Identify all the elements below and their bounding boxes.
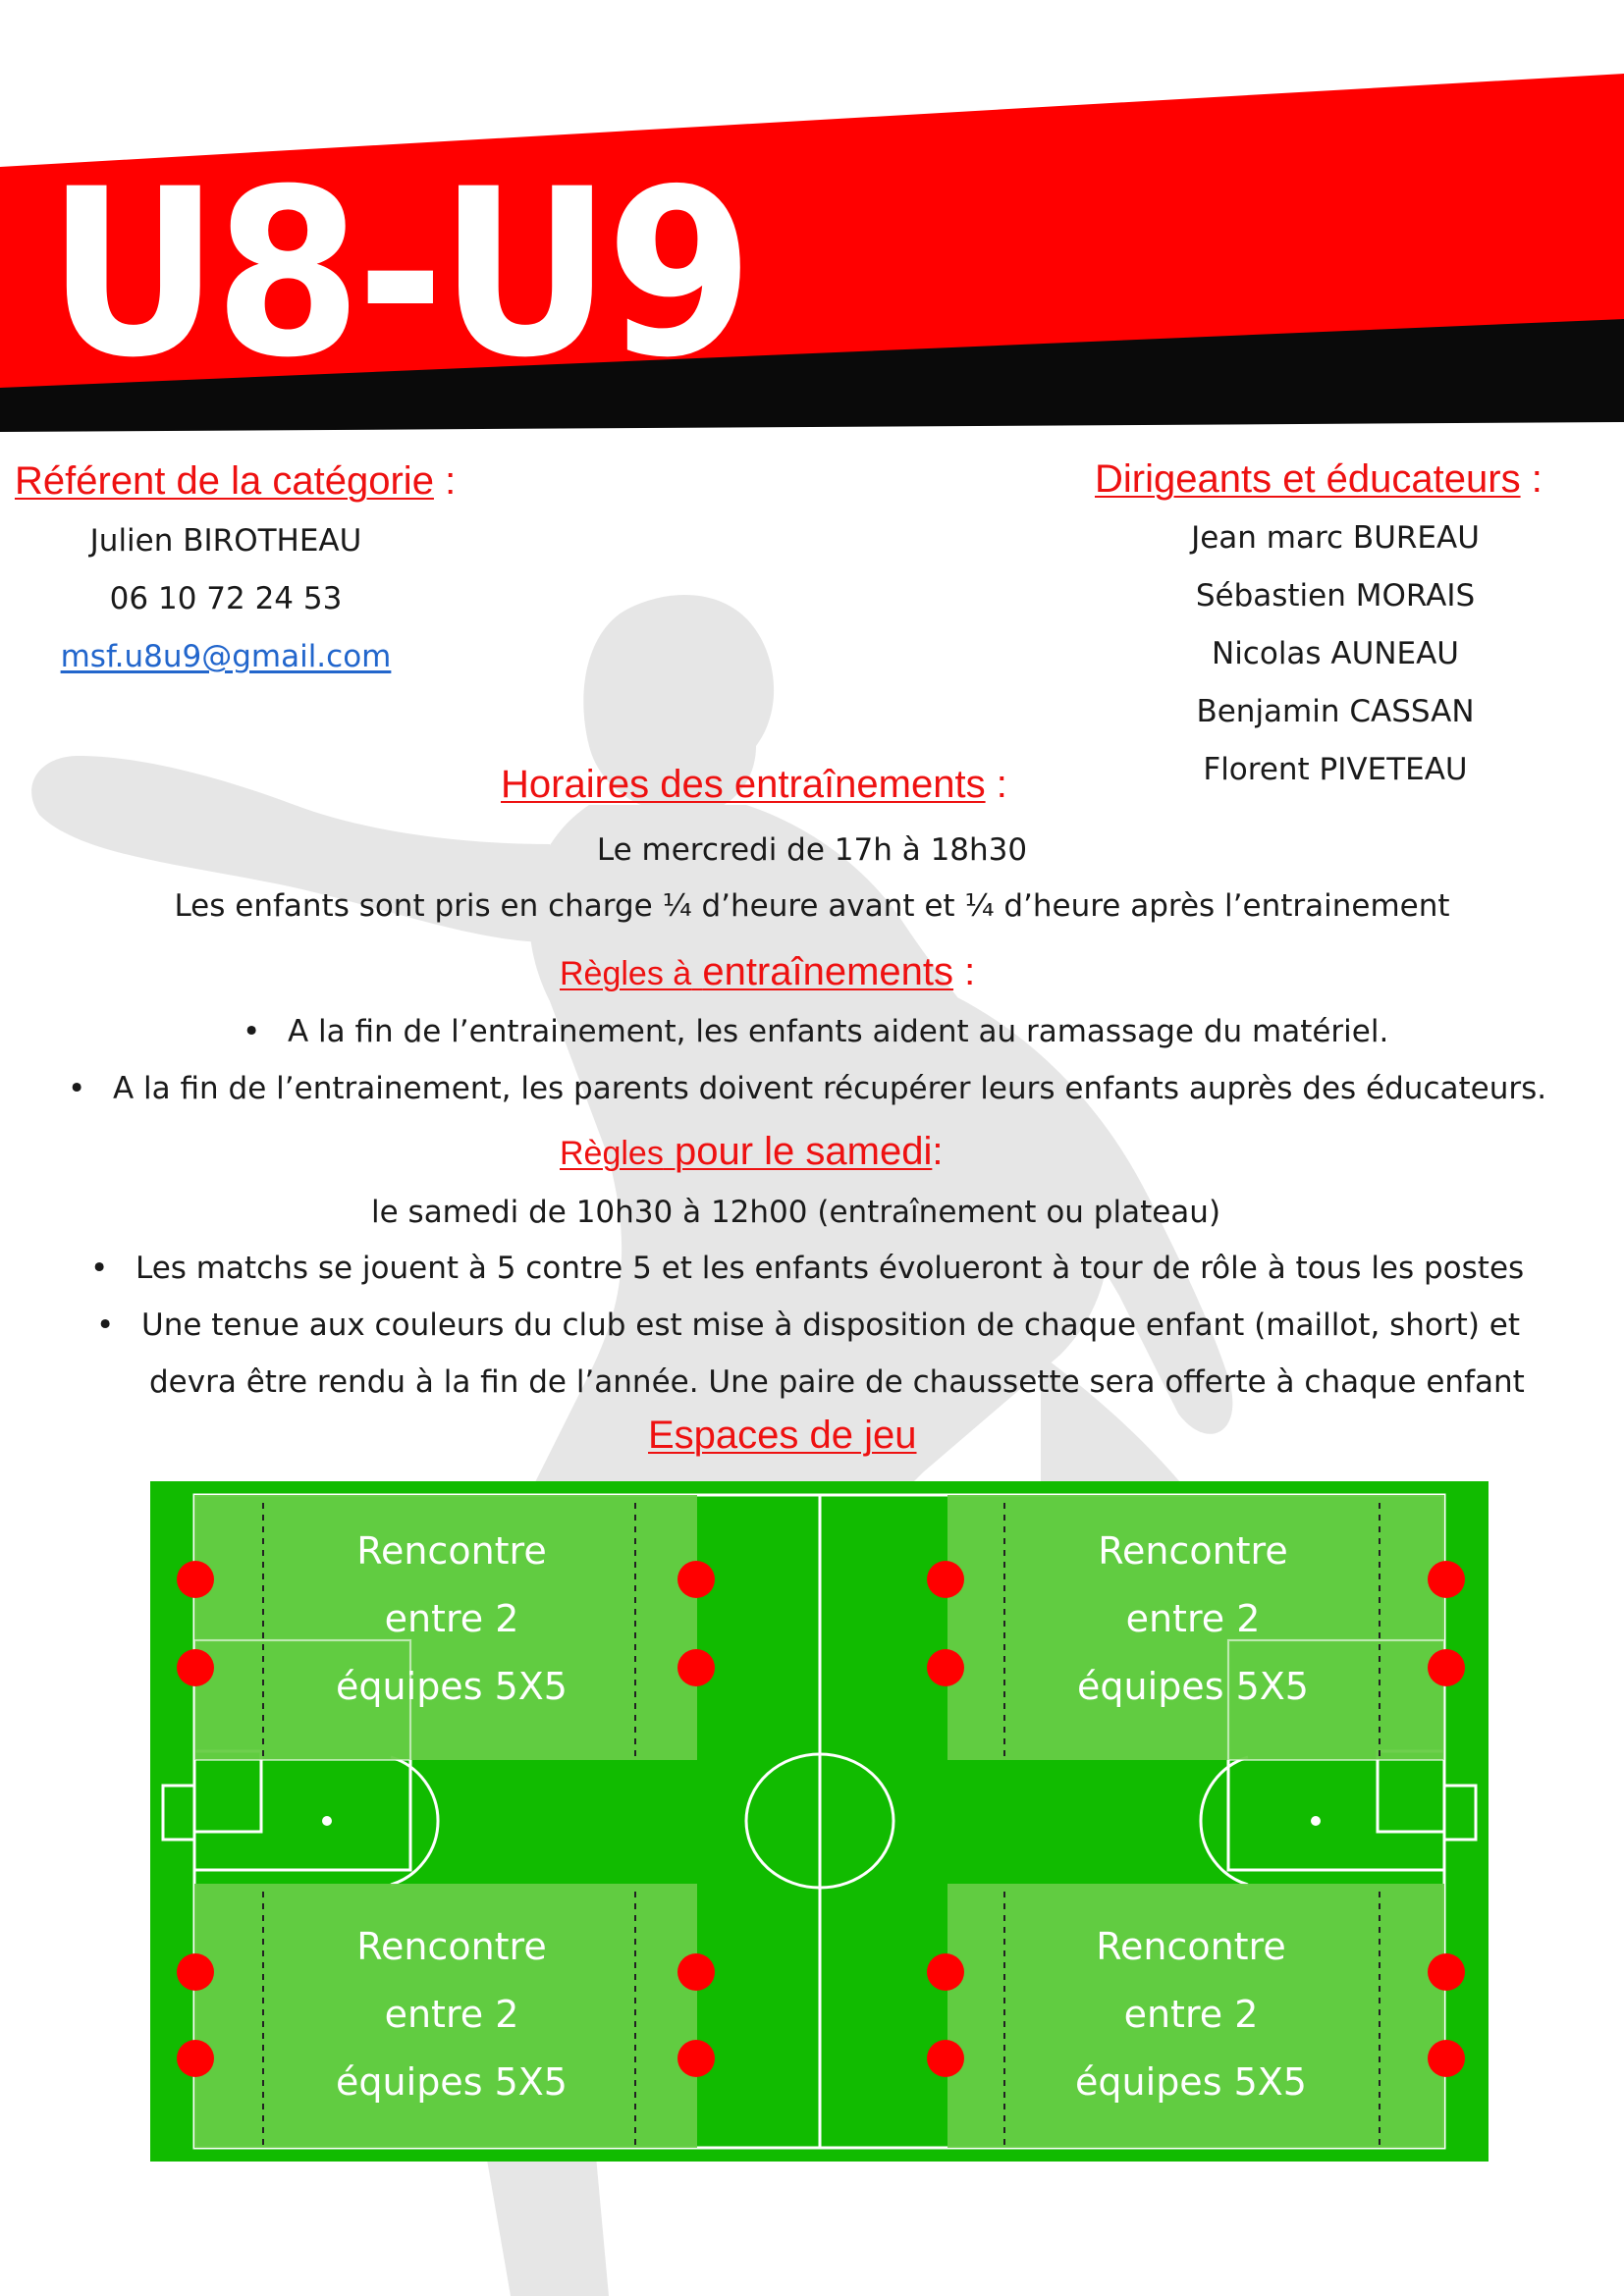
dirigeant-name: Jean marc BUREAU xyxy=(1191,520,1480,556)
cone-marker xyxy=(927,1953,964,1991)
zone-label-line: Rencontre xyxy=(1098,1529,1288,1573)
horaires-heading-text: Horaires des entraînements xyxy=(501,763,986,806)
dirigeant-name: Sébastien MORAIS xyxy=(1195,578,1476,614)
zone-label-bottom-left xyxy=(245,1913,658,2116)
dirigeants-heading xyxy=(1095,454,1543,504)
zone-label-line: équipes 5X5 xyxy=(336,1665,568,1708)
zone-label-top-left xyxy=(245,1518,658,1721)
zone-label-line: Rencontre xyxy=(356,1529,547,1573)
dirigeants-heading-text: Dirigeants et éducateurs xyxy=(1095,457,1521,501)
zone-label-line: équipes 5X5 xyxy=(336,2060,568,2104)
dirigeant-name: Benjamin CASSAN xyxy=(1196,694,1475,729)
list-item: • Une tenue aux couleurs du club est mise à disposition de chaque enfant (maillot, short) et xyxy=(141,1306,1520,1345)
referent-heading-text: Référent de la catégorie xyxy=(15,459,434,503)
horaires-line: Le mercredi de 17h à 18h30 xyxy=(596,832,1028,868)
cone-marker xyxy=(927,1649,964,1686)
zone-label-top-right xyxy=(987,1518,1399,1721)
cone-marker xyxy=(677,1649,715,1686)
cone-marker xyxy=(677,2040,715,2077)
zone-label-line: Rencontre xyxy=(356,1925,547,1968)
cone-marker xyxy=(1428,1953,1465,1991)
horaires-line: Les enfants sont pris en charge ¼ d’heure avant et ¼ d’heure après l’entrainement xyxy=(174,888,1450,924)
regles-samedi-colon: : xyxy=(932,1130,944,1173)
list-item: • Les matchs se jouent à 5 contre 5 et les enfants évolueront à tour de rôle à tous les postes xyxy=(135,1249,1524,1288)
regles-entrainements-colon: : xyxy=(964,950,976,993)
referent-colon: : xyxy=(445,459,457,503)
zone-label-line: entre 2 xyxy=(384,1597,519,1640)
cone-marker xyxy=(177,1953,214,1991)
list-item: • A la fin de l’entrainement, les enfants aident au ramassage du matériel. xyxy=(288,1012,1388,1051)
regles-samedi-heading xyxy=(560,1127,943,1178)
cone-marker xyxy=(177,1561,214,1598)
zone-label-line: Rencontre xyxy=(1096,1925,1286,1968)
espaces-heading xyxy=(648,1411,917,1460)
referent-phone: 06 10 72 24 53 xyxy=(109,581,343,616)
pitch-penalty-spot-right xyxy=(1311,1816,1321,1826)
zone-label-line: équipes 5X5 xyxy=(1075,2060,1307,2104)
horaires-heading xyxy=(501,760,1007,809)
cone-marker xyxy=(677,1953,715,1991)
zone-label-line: entre 2 xyxy=(384,1993,519,2036)
cone-marker xyxy=(677,1561,715,1598)
zone-label-bottom-right xyxy=(985,1913,1397,2116)
regles-entrainements-heading-part1: Règles à xyxy=(560,955,692,992)
cone-marker xyxy=(177,2040,214,2077)
regles-entrainements-heading-part2: entraînements xyxy=(702,950,954,993)
dirigeant-name: Florent PIVETEAU xyxy=(1203,752,1468,787)
cone-marker xyxy=(927,2040,964,2077)
regles-samedi-line: le samedi de 10h30 à 12h00 (entraînement ou plateau) xyxy=(371,1195,1221,1230)
cone-marker xyxy=(927,1561,964,1598)
regles-entrainements-heading xyxy=(560,947,975,998)
list-item: • A la fin de l’entrainement, les parents doivent récupérer leurs enfants auprès des éducateurs. xyxy=(113,1069,1546,1108)
zone-label-line: entre 2 xyxy=(1125,1597,1261,1640)
cone-marker xyxy=(177,1649,214,1686)
regles-samedi-heading-part2: pour le samedi xyxy=(674,1130,933,1173)
cone-marker xyxy=(1428,1649,1465,1686)
category-title: U8-U9 xyxy=(47,140,749,408)
zone-label-line: équipes 5X5 xyxy=(1077,1665,1309,1708)
pitch-penalty-spot-left xyxy=(322,1816,332,1826)
dirigeant-name: Nicolas AUNEAU xyxy=(1212,636,1459,671)
regles-samedi-heading-part1: Règles xyxy=(560,1135,664,1172)
referent-heading xyxy=(15,456,456,506)
zone-label-line: entre 2 xyxy=(1123,1993,1259,2036)
referent-name: Julien BIROTHEAU xyxy=(89,523,362,559)
cone-marker xyxy=(1428,1561,1465,1598)
dirigeants-colon: : xyxy=(1531,457,1543,501)
espaces-heading-text: Espaces de jeu xyxy=(648,1414,917,1457)
referent-email-wrap xyxy=(0,637,452,676)
cone-marker xyxy=(1428,2040,1465,2077)
referent-email-link[interactable]: msf.u8u9@gmail.com xyxy=(60,639,392,674)
list-item-continuation: devra être rendu à la fin de l’année. Une paire de chaussette sera offerte à chaque enfant xyxy=(149,1364,1525,1400)
horaires-colon: : xyxy=(996,763,1007,806)
